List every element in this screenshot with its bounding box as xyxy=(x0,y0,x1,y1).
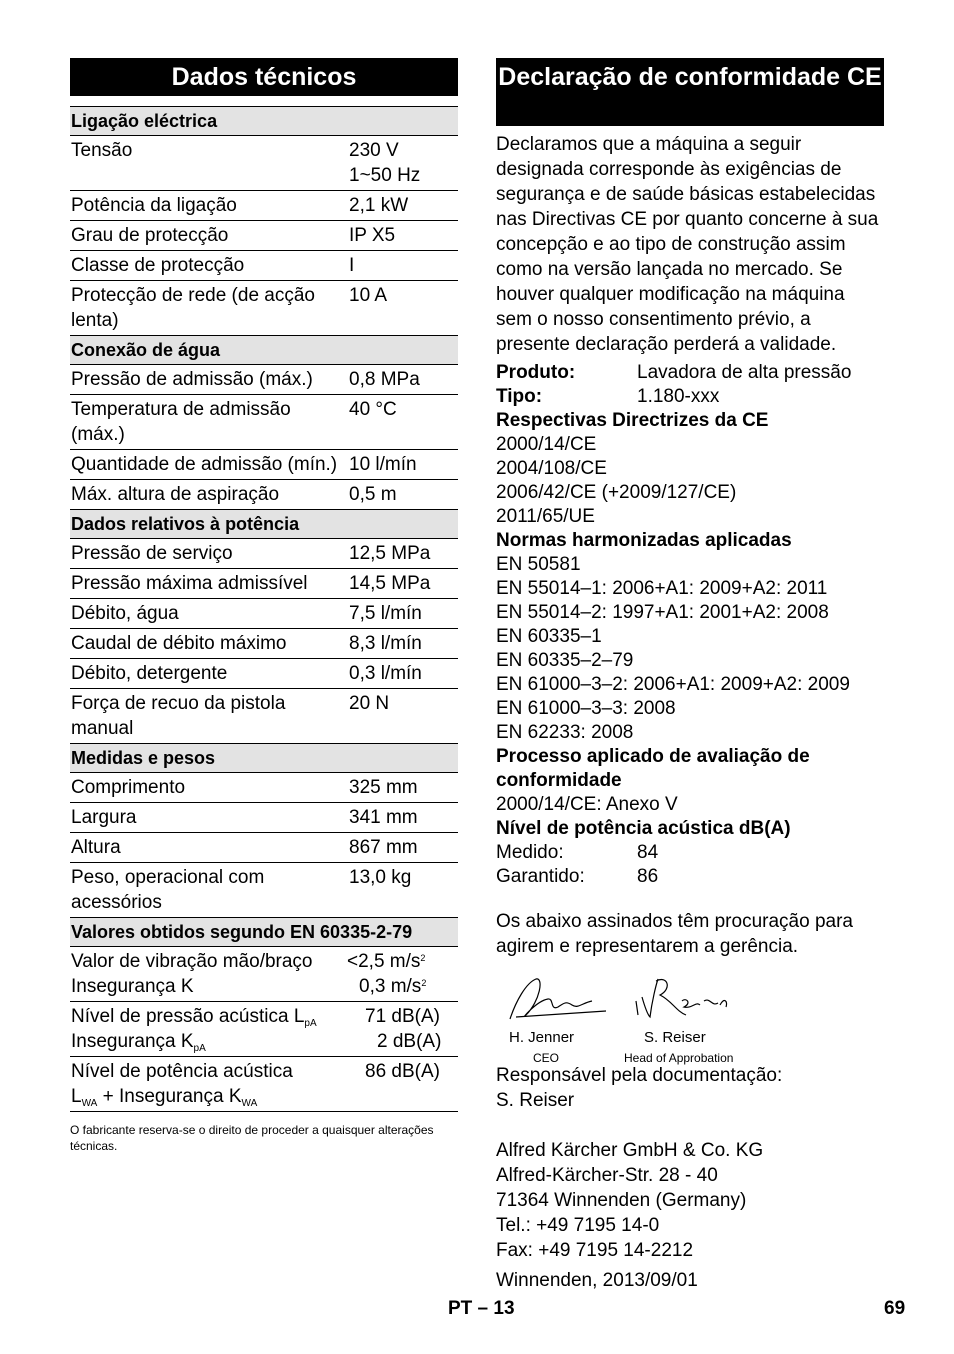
norms-list xyxy=(496,553,884,745)
row-value xyxy=(341,367,458,392)
type-value: 1.180-xxx xyxy=(637,386,720,407)
norm-item: EN 61000–3–3: 2008 xyxy=(496,698,676,719)
guaranteed-label: Garantido: xyxy=(496,866,585,887)
section-heading: Conexão de água xyxy=(70,336,458,365)
table-row xyxy=(70,539,458,569)
footnote: O fabricante reserva-se o direito de proceder a quaisquer alterações técnicas. xyxy=(70,1123,434,1153)
technical-data-table xyxy=(70,106,458,1112)
row-value-line: 20 N xyxy=(349,693,390,714)
row-label: Caudal de débito máximo xyxy=(71,633,287,654)
row-value-line: 10 l/mín xyxy=(349,454,417,475)
row-value-line: 10 A xyxy=(349,285,388,306)
row-value xyxy=(341,631,458,656)
sound-pressure-value: 71 dB(A) xyxy=(365,1006,440,1027)
vibration-uncertainty-value: 0,3 $m/s^2$ xyxy=(359,976,427,997)
row-value-line: 40 °C xyxy=(349,399,397,420)
signer2-role: Head of Approbation xyxy=(624,1051,734,1065)
row-value-line: 12,5 MPa xyxy=(349,543,431,564)
measured-value: 84 xyxy=(637,842,659,863)
row-value xyxy=(341,805,458,830)
type-line xyxy=(496,385,884,409)
table-row xyxy=(70,221,458,251)
row-value-line: 2,1 kW xyxy=(349,195,409,216)
table-row xyxy=(70,659,458,689)
handwritten-signatures xyxy=(496,971,756,1031)
row-label: Força de recuo da pistola manual xyxy=(71,693,286,739)
responsible-label: Responsável pela documentação: xyxy=(496,1065,783,1086)
table-row xyxy=(70,569,458,599)
table-row-sound-pressure xyxy=(70,1002,458,1057)
responsible-name: S. Reiser xyxy=(496,1090,575,1111)
directive-item: 2004/108/CE xyxy=(496,458,607,479)
table-row xyxy=(70,191,458,221)
vibration-value: <2,5 $m/s^2$ xyxy=(347,951,426,972)
technical-data-column xyxy=(70,58,458,1154)
sound-power-label: Nível de potência acústica xyxy=(71,1061,293,1082)
sound-pressure-label: Nível de pressão acústica $L_{pA}$ xyxy=(71,1006,317,1029)
table-row xyxy=(70,450,458,480)
row-label: Pressão máxima admissível xyxy=(71,573,308,594)
table-row xyxy=(70,395,458,450)
norm-item: EN 60335–2–79 xyxy=(496,650,634,671)
row-value xyxy=(341,835,458,860)
directives-heading: Respectivas Directrizes da CE xyxy=(496,410,769,431)
product-value: Lavadora de alta pressão xyxy=(637,362,852,383)
sound-level-heading: Nível de potência acústica dB(A) xyxy=(496,818,791,839)
norm-item: EN 50581 xyxy=(496,554,581,575)
section-heading: Dados relativos à potência xyxy=(70,510,458,539)
table-row xyxy=(70,136,458,191)
table-row-vibration xyxy=(70,947,458,1002)
row-value xyxy=(341,601,458,626)
row-label: Pressão de admissão (máx.) xyxy=(71,369,313,390)
measured-label: Medido: xyxy=(496,842,564,863)
signers-text: Os abaixo assinados têm procuração para agirem e representarem a gerência. xyxy=(496,911,853,957)
section-heading: Ligação eléctrica xyxy=(70,107,458,136)
row-value-line: 341 mm xyxy=(349,807,418,828)
directive-item: 2011/65/UE xyxy=(496,506,595,527)
declaration-title: Declaração de conformidade CE xyxy=(496,58,884,126)
signer1-role: CEO xyxy=(533,1051,560,1065)
sound-pressure-uncertainty-label: Insegurança $K_{pA}$ xyxy=(71,1031,206,1054)
table-row xyxy=(70,833,458,863)
section-heading-en60335: Valores obtidos segundo EN 60335-2-79 xyxy=(70,918,458,947)
address-line: Alfred Kärcher GmbH & Co. KG xyxy=(496,1140,764,1161)
row-value xyxy=(341,452,458,477)
product-line xyxy=(496,361,884,385)
row-value xyxy=(341,397,458,447)
declaration-column xyxy=(496,58,884,1293)
company-address xyxy=(496,1138,884,1263)
row-value xyxy=(341,193,458,218)
table-row-sound-power xyxy=(70,1057,458,1112)
row-label: Máx. altura de aspiração xyxy=(71,484,280,505)
row-label: Largura xyxy=(71,807,137,828)
table-row xyxy=(70,480,458,510)
row-value xyxy=(341,661,458,686)
table-row xyxy=(70,281,458,336)
signature-block xyxy=(496,971,884,1063)
norm-item: EN 60335–1 xyxy=(496,626,602,647)
sound-pressure-uncertainty-value: 2 dB(A) xyxy=(377,1031,442,1052)
row-value-line: 0,5 m xyxy=(349,484,397,505)
table-row xyxy=(70,629,458,659)
table-row xyxy=(70,863,458,918)
row-value-line: 0,3 l/mín xyxy=(349,663,422,684)
row-label: Pressão de serviço xyxy=(71,543,233,564)
norms-heading: Normas harmonizadas aplicadas xyxy=(496,530,792,551)
row-value-line: 7,5 l/mín xyxy=(349,603,422,624)
directives-list xyxy=(496,433,884,529)
row-label: Quantidade de admissão (mín.) xyxy=(71,454,338,475)
table-row xyxy=(70,251,458,281)
declaration-intro: Declaramos que a máquina a seguir designada corresponde às exigências de segurança e de saúde básicas estabelecidas nas Directivas CE por quanto concerne à sua concepção e ao tipo de construção assim como na versão lançada no mercado. Se houver qualquer modificação na máquina sem o nosso consentimento prévio, a presente declaração perderá a validade. xyxy=(496,134,879,355)
row-value-line: 13,0 kg xyxy=(349,867,412,888)
row-value-line: 867 mm xyxy=(349,837,418,858)
row-value xyxy=(341,283,458,333)
type-label: Tipo: xyxy=(496,386,543,407)
guaranteed-line xyxy=(496,865,884,889)
page-number: 69 xyxy=(884,1298,906,1319)
row-label: Temperatura de admissão (máx.) xyxy=(71,399,291,445)
norm-item: EN 55014–1: 2006+A1: 2009+A2: 2011 xyxy=(496,578,828,599)
table-row xyxy=(70,365,458,395)
row-value xyxy=(341,482,458,507)
row-value xyxy=(341,571,458,596)
vibration-uncertainty-label: Insegurança K xyxy=(71,976,194,997)
row-value xyxy=(341,775,458,800)
table-row xyxy=(70,599,458,629)
sound-power-uncertainty-label: $L_{WA}$ + Insegurança $K_{WA}$ xyxy=(71,1086,258,1109)
row-value xyxy=(341,865,458,915)
row-label: Peso, operacional com acessórios xyxy=(71,867,265,913)
table-row xyxy=(70,689,458,744)
product-label: Produto: xyxy=(496,362,576,383)
row-label: Potência da ligação xyxy=(71,195,237,216)
row-label: Protecção de rede (de acção lenta) xyxy=(71,285,315,331)
row-label: Grau de protecção xyxy=(71,225,229,246)
row-label: Altura xyxy=(71,837,121,858)
row-value xyxy=(341,541,458,566)
row-value-line: 230 V xyxy=(349,140,399,161)
footer-section-page: PT – 13 xyxy=(448,1298,515,1319)
row-value-line: 325 mm xyxy=(349,777,418,798)
table-row xyxy=(70,803,458,833)
row-label: Débito, detergente xyxy=(71,663,228,684)
table-row xyxy=(70,773,458,803)
row-value xyxy=(341,253,458,278)
technical-data-title: Dados técnicos xyxy=(70,58,458,96)
row-label: Débito, água xyxy=(71,603,179,624)
row-value-line: I xyxy=(349,255,355,276)
norm-item: EN 61000–3–2: 2006+A1: 2009+A2: 2009 xyxy=(496,674,850,695)
directive-item: 2000/14/CE xyxy=(496,434,597,455)
norm-item: EN 55014–2: 1997+A1: 2001+A2: 2008 xyxy=(496,602,829,623)
sound-power-value: 86 dB(A) xyxy=(365,1061,440,1082)
signer2-name: S. Reiser xyxy=(644,1029,706,1046)
row-value-line: IP X5 xyxy=(349,225,396,246)
row-value xyxy=(341,691,458,741)
process-value: 2000/14/CE: Anexo V xyxy=(496,794,678,815)
norm-item: EN 62233: 2008 xyxy=(496,722,634,743)
vibration-label: Valor de vibração mão/braço xyxy=(71,951,313,972)
row-value xyxy=(341,138,458,188)
address-line: Tel.: +49 7195 14-0 xyxy=(496,1215,660,1236)
row-value xyxy=(341,223,458,248)
process-heading: Processo aplicado de avaliação de conformidade xyxy=(496,746,810,791)
row-value-line: 8,3 l/mín xyxy=(349,633,422,654)
address-line: Alfred-Kärcher-Str. 28 - 40 xyxy=(496,1165,718,1186)
row-value-line: 0,8 MPa xyxy=(349,369,420,390)
measured-line xyxy=(496,841,884,865)
guaranteed-value: 86 xyxy=(637,866,659,887)
place-date: Winnenden, 2013/09/01 xyxy=(496,1270,698,1291)
address-line: Fax: +49 7195 14-2212 xyxy=(496,1240,694,1261)
row-label: Comprimento xyxy=(71,777,186,798)
row-value-line: 14,5 MPa xyxy=(349,573,431,594)
signer1-name: H. Jenner xyxy=(509,1029,575,1046)
row-label: Tensão xyxy=(71,140,133,161)
directive-item: 2006/42/CE (+2009/127/CE) xyxy=(496,482,737,503)
section-heading: Medidas e pesos xyxy=(70,744,458,773)
row-label: Classe de protecção xyxy=(71,255,245,276)
address-line: 71364 Winnenden (Germany) xyxy=(496,1190,747,1211)
row-value-line: 1~50 Hz xyxy=(349,165,421,186)
